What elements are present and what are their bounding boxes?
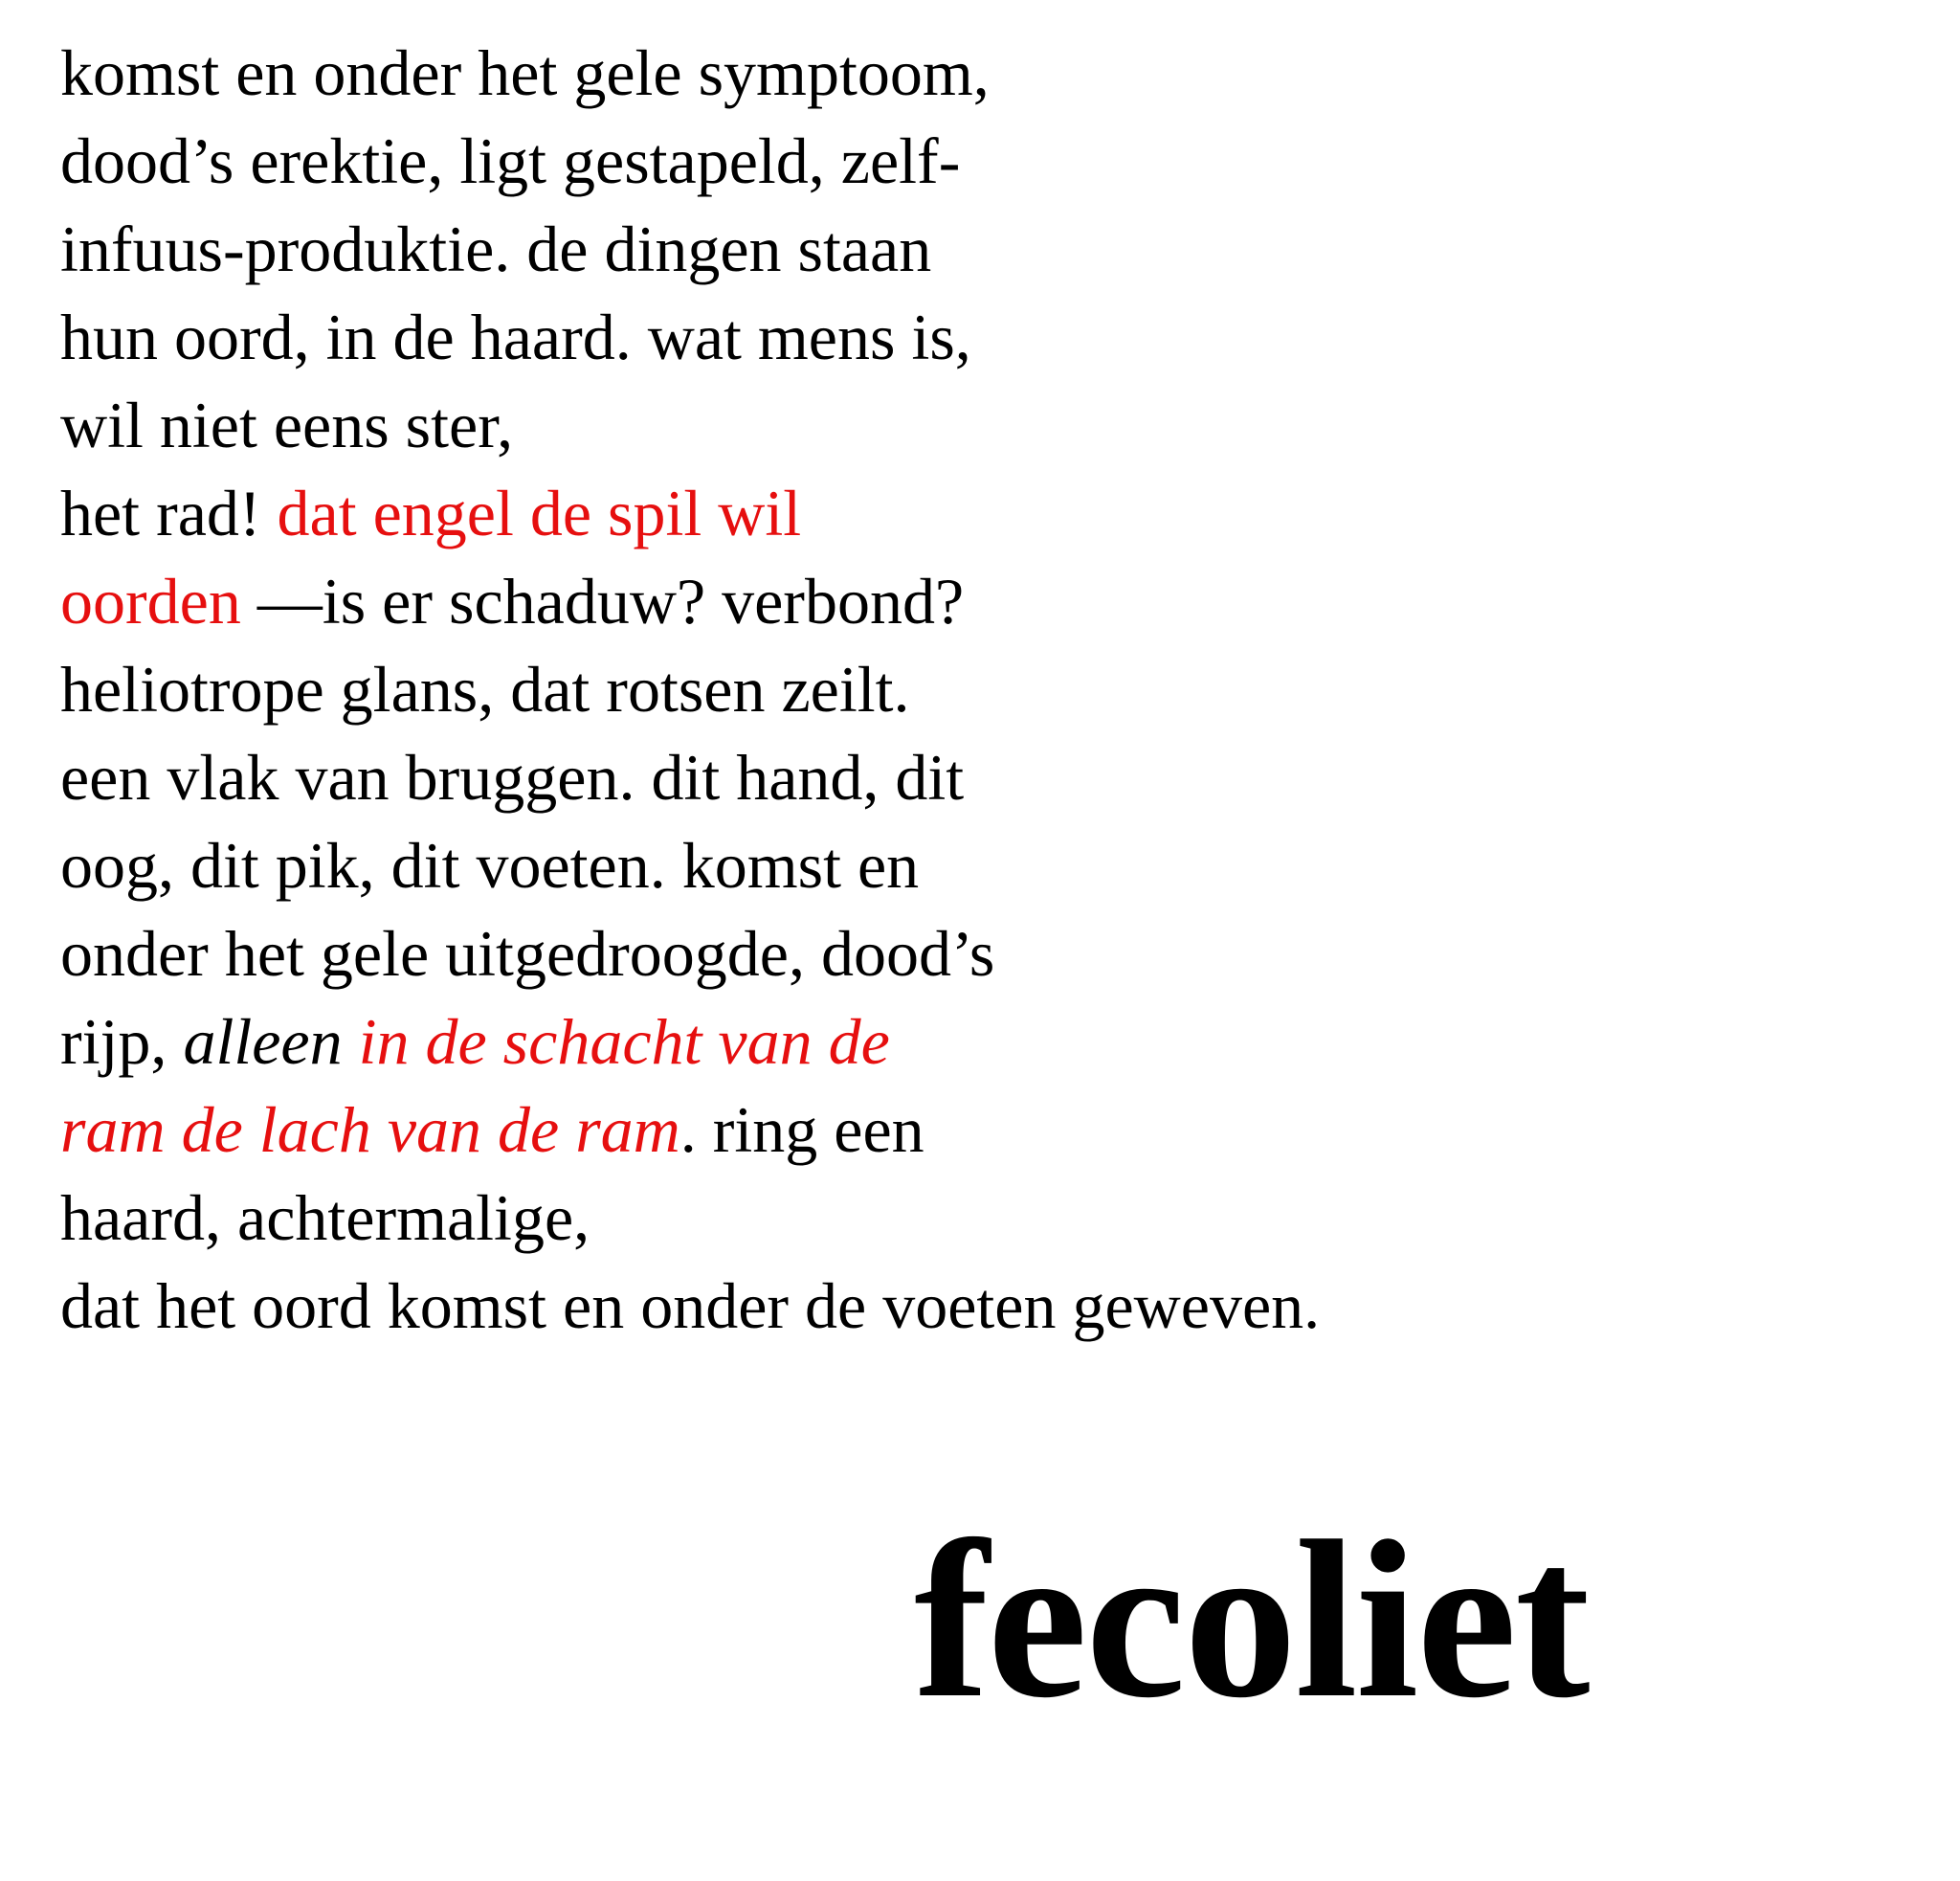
poem-line-10: oog, dit pik, dit voeten. komst en: [60, 829, 920, 902]
poem-line-7-red: oorden: [60, 565, 241, 638]
poem-line-1: komst en onder het gele symptoom,: [60, 36, 990, 109]
poem-line-11: onder het gele uitgedroogde, dood’s: [60, 917, 995, 990]
poem-line-6: [60, 469, 1592, 557]
poem-title: fecoliet: [914, 1495, 1589, 1745]
poem-line-12-italic: alleen: [183, 1005, 359, 1078]
poem-line-9: een vlak van bruggen. dit hand, dit: [60, 741, 965, 814]
poem-line-6-plain: het rad!: [60, 477, 278, 549]
poem-line-13-plain: . ring een: [679, 1093, 924, 1166]
poem-line-13: [60, 1086, 1592, 1174]
poem-line-15: dat het oord komst en onder de voeten geweven.: [60, 1269, 1321, 1342]
poem-line-3: infuus-produktie. de dingen staan: [60, 213, 932, 285]
poem-line-8: heliotrope glans, dat rotsen zeilt.: [60, 653, 910, 726]
poem-line-6-red: dat engel de spil wil: [277, 477, 802, 549]
poem-line-5: wil niet eens ster,: [60, 389, 514, 461]
poem-line-12-red-italic: in de schacht van de: [358, 1005, 890, 1078]
poem-line-4: hun oord, in de haard. wat mens is,: [60, 301, 971, 373]
poem-line-12-plain: rijp,: [60, 1005, 184, 1078]
poem-line-7: [60, 557, 1592, 645]
poem-line-7-plain: —is er schaduw? verbond?: [240, 565, 965, 638]
poem-line-12: [60, 997, 1592, 1086]
poem-text: [60, 29, 1592, 1350]
poem-line-2: dood’s erektie, ligt gestapeld, zelf-: [60, 124, 961, 197]
poem-line-13-red-italic: ram de lach van de ram: [60, 1093, 680, 1166]
poem-line-14: haard, achtermalige,: [60, 1181, 590, 1254]
